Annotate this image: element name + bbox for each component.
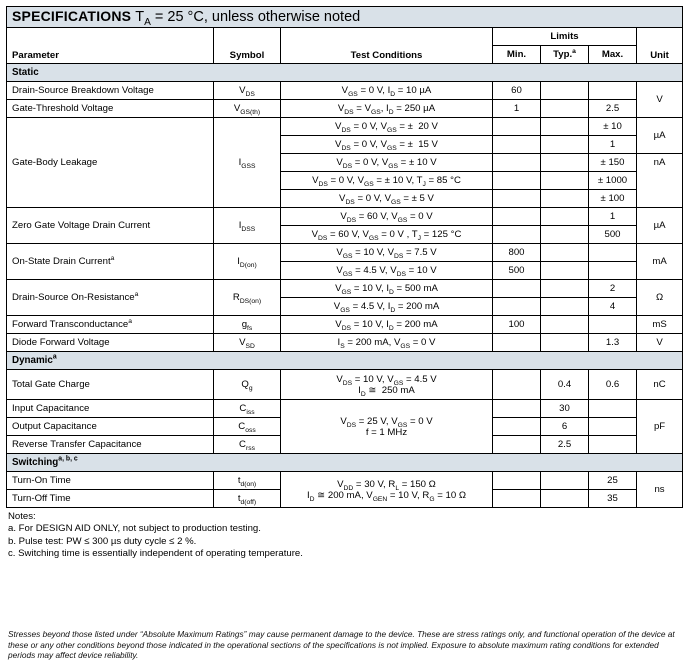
max-tdoff: 35 — [589, 490, 637, 508]
unit-rdson: Ω — [637, 280, 683, 316]
symbol-tdoff: $t_{d(off)}$ — [214, 490, 281, 508]
symbol-idon: $I_{D(on)}$ — [214, 244, 281, 280]
note-b: b. Pulse test: PW ≤ 300 µs duty cycle ≤ 2 %. — [8, 535, 197, 547]
max-igss-5: ± 100 — [589, 190, 637, 208]
unit-volts: V — [637, 82, 683, 118]
notes-heading: Notes: — [8, 511, 36, 522]
max-igss-1: ± 10 — [589, 118, 637, 136]
table-row — [7, 100, 683, 118]
unit-switching: ns — [637, 472, 683, 508]
param-tdon: Turn-On Time — [7, 472, 214, 490]
unit-gfs: mS — [637, 316, 683, 334]
cond-igss-2: $V_{DS} = 0$ V, $V_{GS}$ = ± 15 V — [281, 136, 493, 154]
cond-rdson-2: $V_{GS} = 4.5$ V, $I_D = 200$ mA — [281, 298, 493, 316]
unit-idon: mA — [637, 244, 683, 280]
cond-qg: $V_{DS} = 10$ V, $V_{GS} = 4.5$ V $I_D$ ≅ 250 mA — [281, 370, 493, 400]
max-igss-4: ± 1000 — [589, 172, 637, 190]
cond-igss-4: $V_{DS} = 0$ V, $V_{GS}$ = ± 10 V, $T_J = 85$ °C — [281, 172, 493, 190]
note-c: c. Switching time is essentially independent of operating temperature. — [8, 548, 303, 560]
param-idon: On-State Drain Current$^a$ — [7, 244, 214, 280]
min-gfs: 100 — [493, 316, 541, 334]
specifications-table — [6, 6, 683, 508]
symbol-rdson: $R_{DS(on)}$ — [214, 280, 281, 316]
section-static: Static — [7, 64, 683, 82]
symbol-vsd: $V_{SD}$ — [214, 334, 281, 352]
table-row — [7, 400, 683, 418]
param-gfs: Forward Transconductance$^a$ — [7, 316, 214, 334]
symbol-crss: $C_{rss}$ — [214, 436, 281, 454]
symbol-igss: $I_{GSS}$ — [214, 118, 281, 208]
param-idss: Zero Gate Voltage Drain Current — [7, 208, 214, 244]
max-vgsth: 2.5 — [589, 100, 637, 118]
unit-igss-ua: µA — [637, 118, 683, 154]
table-row — [7, 316, 683, 334]
symbol-coss: $C_{oss}$ — [214, 418, 281, 436]
cond-switching: $V_{DD} = 30$ V, $R_L = 150$ Ω $I_D$ ≅ 200 mA, $V_{GEN} = 10$ V, $R_G = 10$ Ω — [281, 472, 493, 508]
param-crss: Reverse Transfer Capacitance — [7, 436, 214, 454]
unit-idss: µA — [637, 208, 683, 244]
param-vgsth: Gate-Threshold Voltage — [7, 100, 214, 118]
param-igss: Gate-Body Leakage — [7, 118, 214, 208]
param-coss: Output Capacitance — [7, 418, 214, 436]
max-igss-2: 1 — [589, 136, 637, 154]
symbol-vgsth: $V_{GS(th)}$ — [214, 100, 281, 118]
max-idss-1: 1 — [589, 208, 637, 226]
table-row — [7, 208, 683, 226]
param-rdson: Drain-Source On-Resistance$^a$ — [7, 280, 214, 316]
max-rdson-2: 4 — [589, 298, 637, 316]
min-vgsth: 1 — [493, 100, 541, 118]
typ-coss: 6 — [541, 418, 589, 436]
param-tdoff: Turn-Off Time — [7, 490, 214, 508]
cond-idon-2: $V_{GS} = 4.5$ V, $V_{DS} = 10$ V — [281, 262, 493, 280]
param-qg: Total Gate Charge — [7, 370, 214, 400]
cond-rdson-1: $V_{GS} = 10$ V, $I_D = 500$ mA — [281, 280, 493, 298]
header-unit: Unit — [637, 28, 683, 64]
min-idon-1: 800 — [493, 244, 541, 262]
cond-igss-3: $V_{DS} = 0$ V, $V_{GS}$ = ± 10 V — [281, 154, 493, 172]
cond-idon-1: $V_{GS} = 10$ V, $V_{DS} = 7.5$ V — [281, 244, 493, 262]
cond-capacitance: $V_{DS} = 25$ V, $V_{GS} = 0$ V f = 1 MHz — [281, 400, 493, 454]
symbol-ciss: $C_{iss}$ — [214, 400, 281, 418]
symbol-qg: $Q_g$ — [214, 370, 281, 400]
header-limits: Limits — [493, 28, 637, 46]
typ-qg: 0.4 — [541, 370, 589, 400]
max-rdson-1: 2 — [589, 280, 637, 298]
param-bvdss: Drain-Source Breakdown Voltage — [7, 82, 214, 100]
unit-vsd: V — [637, 334, 683, 352]
cond-idss-1: $V_{DS} = 60$ V, $V_{GS} = 0$ V — [281, 208, 493, 226]
cond-vsd: $I_S = 200$ mA, $V_{GS} = 0$ V — [281, 334, 493, 352]
max-tdon: 25 — [589, 472, 637, 490]
table-row — [7, 82, 683, 100]
typ-ciss: 30 — [541, 400, 589, 418]
cond-igss-1: $V_{DS} = 0$ V, $V_{GS}$ = ± 20 V — [281, 118, 493, 136]
symbol-tdon: $t_{d(on)}$ — [214, 472, 281, 490]
table-row — [7, 280, 683, 298]
unit-capacitance: pF — [637, 400, 683, 454]
max-vsd: 1.3 — [589, 334, 637, 352]
section-dynamic: Dynamic$^a$ — [7, 352, 683, 370]
table-row — [7, 334, 683, 352]
cond-igss-5: $V_{DS} = 0$ V, $V_{GS}$ = ± 5 V — [281, 190, 493, 208]
header-row-1 — [7, 28, 683, 46]
cond-bvdss: $V_{GS} = 0$ V, $I_D = 10$ µA — [281, 82, 493, 100]
unit-qg: nC — [637, 370, 683, 400]
header-test-conditions: Test Conditions — [281, 28, 493, 64]
notes — [8, 511, 303, 561]
symbol-gfs: $g_{fs}$ — [214, 316, 281, 334]
cond-idss-2: $V_{DS} = 60$ V, $V_{GS} = 0$ V , $T_J = 125$ °C — [281, 226, 493, 244]
cond-gfs: $V_{DS} = 10$ V, $I_D = 200$ mA — [281, 316, 493, 334]
note-a: a. For DESIGN AID ONLY, not subject to production testing. — [8, 523, 261, 535]
header-typ: Typ.$^a$ — [541, 46, 589, 64]
max-idss-2: 500 — [589, 226, 637, 244]
min-idon-2: 500 — [493, 262, 541, 280]
symbol-idss: $I_{DSS}$ — [214, 208, 281, 244]
table-row — [7, 472, 683, 490]
header-max: Max. — [589, 46, 637, 64]
header-min: Min. — [493, 46, 541, 64]
header-parameter: Parameter — [7, 28, 214, 64]
section-switching: Switching$^{a, b, c}$ — [7, 454, 683, 472]
max-igss-3: ± 150 — [589, 154, 637, 172]
symbol-vds: $V_{DS}$ — [214, 82, 281, 100]
min-bvdss: 60 — [493, 82, 541, 100]
stress-disclaimer: Stresses beyond those listed under “Absolute Maximum Ratings” may cause permanent damage to the device. These are stress ratings only, and functional operation of the device at these or any other conditions beyond those indicated in the operational sections of the specifications is not implied. Exposure to absolute maximum rating conditions for extended periods may affect device reliability. — [8, 629, 675, 661]
param-vsd: Diode Forward Voltage — [7, 334, 214, 352]
table-row — [7, 370, 683, 400]
title-row — [7, 7, 683, 28]
table-row — [7, 118, 683, 136]
header-symbol: Symbol — [214, 28, 281, 64]
typ-crss: 2.5 — [541, 436, 589, 454]
unit-igss-na: nA — [637, 154, 683, 208]
cond-vgsth: $V_{DS} = V_{GS}$, $I_D = 250$ µA — [281, 100, 493, 118]
param-ciss: Input Capacitance — [7, 400, 214, 418]
table-row — [7, 244, 683, 262]
max-qg: 0.6 — [589, 370, 637, 400]
table-title: SPECIFICATIONS $T_A = 25$ °C, unless otherwise noted — [7, 7, 683, 28]
